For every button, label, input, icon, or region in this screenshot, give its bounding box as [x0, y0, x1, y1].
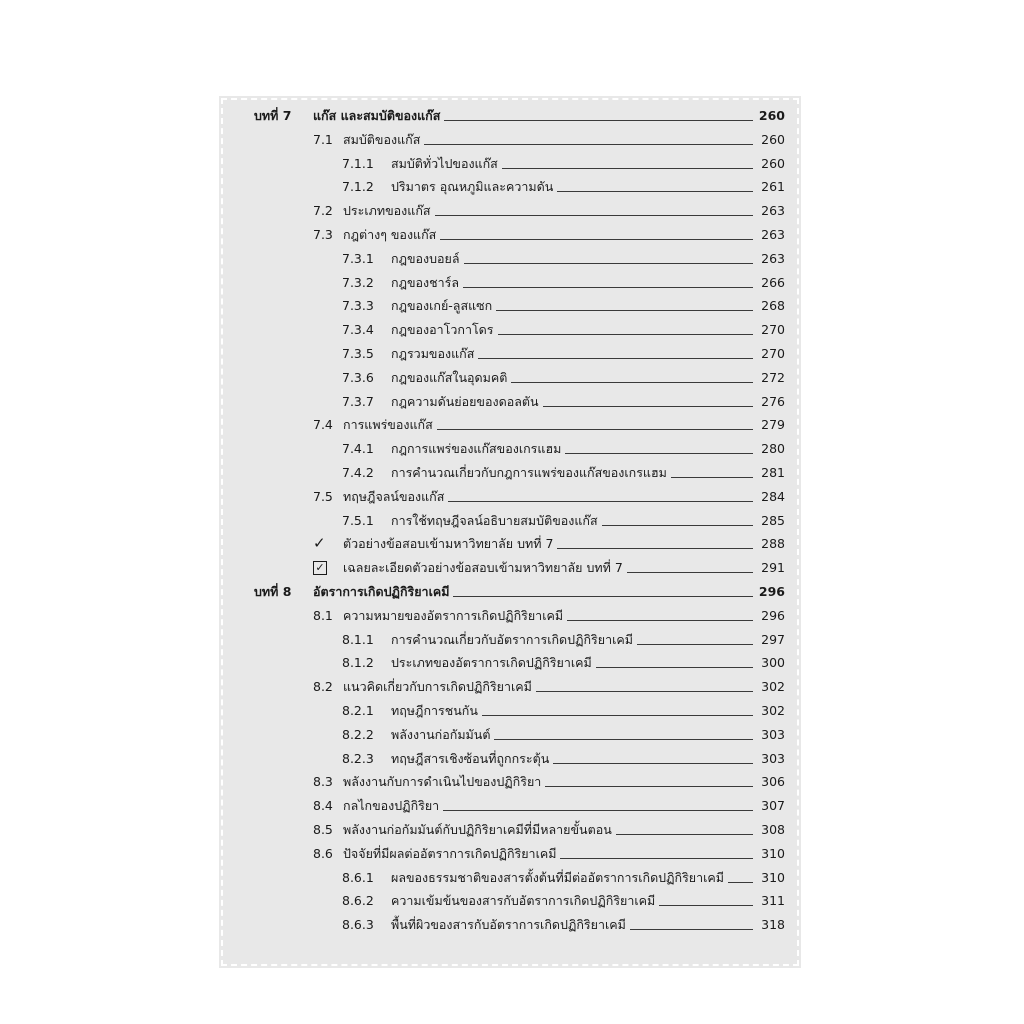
section-number: 7.2	[313, 203, 333, 219]
page-number: 284	[761, 488, 785, 504]
dot-leader	[659, 905, 753, 906]
page-number: 307	[761, 798, 785, 814]
chapter-label: บทที่ 7	[254, 108, 292, 123]
page-number: 260	[761, 131, 785, 147]
section-number: 8.2.2	[342, 726, 374, 742]
toc-entry-row	[219, 294, 801, 318]
toc-entry-row	[219, 747, 801, 771]
toc-entry-row	[219, 509, 801, 533]
toc-entry-row	[219, 461, 801, 485]
toc-entry-row	[219, 437, 801, 461]
section-number: 7.3.6	[342, 369, 374, 385]
dot-leader	[464, 263, 753, 264]
page-number: 281	[761, 464, 785, 480]
entry-title: กฎต่างๆ ของแก๊ส	[343, 226, 437, 242]
entry-title: แนวคิดเกี่ยวกับการเกิดปฏิกิริยาเคมี	[343, 679, 532, 695]
entry-title: ผลของธรรมชาติของสารตั้งต้นที่มีต่ออัตราการเกิดปฏิกิริยาเคมี	[391, 869, 725, 885]
entry-title: พื้นที่ผิวของสารกับอัตราการเกิดปฏิกิริยาเคมี	[391, 917, 626, 933]
dot-leader	[482, 715, 753, 716]
dot-leader	[557, 191, 753, 192]
toc-entry-row	[219, 318, 801, 342]
entry-title: กฎของเกย์-ลูสแซก	[391, 298, 493, 314]
page-number: 288	[761, 536, 785, 552]
section-number: 8.2	[313, 679, 333, 695]
toc-entry-row	[219, 628, 801, 652]
section-number: 8.5	[313, 821, 333, 837]
dot-leader	[440, 239, 753, 240]
section-number: 7.4.1	[342, 441, 374, 457]
section-number: 7.3.2	[342, 274, 374, 290]
entry-title: พลังงานกับการดำเนินไปของปฏิกิริยา	[343, 774, 542, 790]
section-number: 8.1.1	[342, 631, 374, 647]
dot-leader	[627, 572, 753, 573]
entry-title: การแพร่ของแก๊ส	[343, 417, 433, 433]
toc-entry-row	[219, 247, 801, 271]
toc-entry-row	[219, 271, 801, 295]
page-number: 297	[761, 631, 785, 647]
dot-leader	[444, 120, 753, 121]
section-number: 8.3	[313, 774, 333, 790]
page-number: 310	[761, 845, 785, 861]
section-number: 8.2.1	[342, 702, 374, 718]
page-number: 302	[761, 679, 785, 695]
toc-entry-row	[219, 651, 801, 675]
dot-leader	[557, 548, 753, 549]
dot-leader	[567, 620, 753, 621]
dot-leader	[511, 382, 753, 383]
section-number: 8.6	[313, 845, 333, 861]
toc-entry-row	[219, 128, 801, 152]
dot-leader	[637, 644, 753, 645]
page-number: 263	[761, 250, 785, 266]
page-number: 303	[761, 726, 785, 742]
dot-leader	[728, 882, 753, 883]
toc-entry-row	[219, 699, 801, 723]
dot-leader	[498, 334, 753, 335]
entry-title: ความหมายของอัตราการเกิดปฏิกิริยาเคมี	[343, 607, 564, 623]
dot-leader	[478, 358, 753, 359]
dot-leader	[453, 596, 753, 597]
entry-title: กฎของแก๊สในอุดมคติ	[391, 369, 508, 385]
dot-leader	[616, 834, 753, 835]
toc-entry-row	[219, 556, 801, 580]
entry-title: ประเภทของอัตราการเกิดปฏิกิริยาเคมี	[391, 655, 592, 671]
check-icon: ✓	[313, 534, 326, 553]
section-number: 8.6.1	[342, 869, 374, 885]
dot-leader	[502, 168, 753, 169]
entry-title: กฎการแพร่ของแก๊สของเกรแฮม	[391, 441, 562, 457]
section-number: 8.1.2	[342, 655, 374, 671]
toc-entry-row	[219, 842, 801, 866]
section-number: 7.3	[313, 226, 333, 242]
page-number: 306	[761, 774, 785, 790]
section-number: 7.4	[313, 417, 333, 433]
section-number: 8.6.2	[342, 893, 374, 909]
page-number: 263	[761, 203, 785, 219]
page-number: 296	[761, 607, 785, 623]
toc-entry-row	[219, 913, 801, 937]
toc-entry-row	[219, 723, 801, 747]
entry-title: กลไกของปฏิกิริยา	[343, 798, 440, 814]
entry-title: การคำนวณเกี่ยวกับอัตราการเกิดปฏิกิริยาเคมี	[391, 631, 633, 647]
page-number: 261	[761, 179, 785, 195]
toc-entry-row	[219, 413, 801, 437]
dot-leader	[463, 287, 753, 288]
page-number: 276	[761, 393, 785, 409]
entry-title: กฎรวมของแก๊ส	[391, 345, 475, 361]
entry-title: ทฤษฎีสารเชิงซ้อนที่ถูกกระตุ้น	[391, 750, 550, 766]
page-number: 308	[761, 821, 785, 837]
section-number: 8.1	[313, 607, 333, 623]
toc-page	[219, 96, 801, 968]
page-number: 260	[758, 108, 785, 123]
toc-entry-row	[219, 604, 801, 628]
page-number: 266	[761, 274, 785, 290]
toc-entry-row	[219, 675, 801, 699]
entry-title: ประเภทของแก๊ส	[343, 203, 431, 219]
page-number: 260	[761, 155, 785, 171]
toc-entry-row	[219, 152, 801, 176]
entry-title: กฎความดันย่อยของดอลตัน	[391, 393, 539, 409]
toc-entry-row	[219, 175, 801, 199]
section-number: 7.4.2	[342, 464, 374, 480]
entry-title: สมบัติของแก๊ส	[343, 131, 421, 147]
toc-chapter-row	[219, 580, 801, 604]
section-number: 7.1.2	[342, 179, 374, 195]
dot-leader	[536, 691, 753, 692]
entry-title: ทฤษฎีการชนกัน	[391, 702, 478, 718]
toc-entry-row	[219, 889, 801, 913]
entry-title: แก๊ส และสมบัติของแก๊ส	[313, 108, 441, 123]
page-number: 310	[761, 869, 785, 885]
section-number: 7.3.5	[342, 345, 374, 361]
page-number: 270	[761, 345, 785, 361]
entry-title: การคำนวณเกี่ยวกับกฎการแพร่ของแก๊สของเกรแฮม	[391, 464, 667, 480]
entry-title: กฎของบอยล์	[391, 250, 460, 266]
dot-leader	[630, 929, 753, 930]
dot-leader	[496, 310, 753, 311]
dot-leader	[671, 477, 753, 478]
dot-leader	[443, 810, 753, 811]
toc-entry-row	[219, 342, 801, 366]
toc-entry-row	[219, 485, 801, 509]
entry-title: ทฤษฎีจลน์ของแก๊ส	[343, 488, 445, 504]
dot-leader	[545, 786, 753, 787]
entry-title: กฎของชาร์ล	[391, 274, 459, 290]
dot-leader	[602, 525, 753, 526]
entry-title: พลังงานก่อกัมมันต์	[391, 726, 491, 742]
dot-leader	[435, 215, 753, 216]
toc-entry-row	[219, 770, 801, 794]
page-number: 285	[761, 512, 785, 528]
section-number: 7.3.7	[342, 393, 374, 409]
section-number: 8.2.3	[342, 750, 374, 766]
entry-title: สมบัติทั่วไปของแก๊ส	[391, 155, 498, 171]
page-number: 318	[761, 917, 785, 933]
toc-entry-row	[219, 223, 801, 247]
dot-leader	[437, 429, 753, 430]
dot-leader	[543, 406, 753, 407]
toc-entry-row	[219, 818, 801, 842]
table-of-contents	[219, 104, 801, 960]
section-number: 7.5	[313, 488, 333, 504]
page-number: 268	[761, 298, 785, 314]
toc-entry-row	[219, 532, 801, 556]
page-number: 303	[761, 750, 785, 766]
page-number: 302	[761, 702, 785, 718]
entry-title: พลังงานก่อกัมมันต์กับปฏิกิริยาเคมีที่มีหลายขั้นตอน	[343, 821, 612, 837]
page-number: 280	[761, 441, 785, 457]
toc-entry-row	[219, 866, 801, 890]
entry-title: เฉลยละเอียดตัวอย่างข้อสอบเข้ามหาวิทยาลัย บทที่ 7	[343, 560, 623, 576]
page-number: 296	[758, 583, 785, 599]
section-number: 7.3.3	[342, 298, 374, 314]
section-number: 7.1.1	[342, 155, 374, 171]
section-number: 7.3.4	[342, 322, 374, 338]
page-number: 270	[761, 322, 785, 338]
entry-title: ปัจจัยที่มีผลต่ออัตราการเกิดปฏิกิริยาเคมี	[343, 845, 557, 861]
dot-leader	[448, 501, 753, 502]
entry-title: การใช้ทฤษฎีจลน์อธิบายสมบัติของแก๊ส	[391, 512, 598, 528]
section-number: 8.6.3	[342, 917, 374, 933]
entry-title: ตัวอย่างข้อสอบเข้ามหาวิทยาลัย บทที่ 7	[343, 536, 554, 552]
entry-title: กฎของอาโวกาโดร	[391, 322, 494, 338]
toc-entry-row	[219, 199, 801, 223]
section-number: 7.1	[313, 131, 333, 147]
section-number: 7.5.1	[342, 512, 374, 528]
entry-title: อัตราการเกิดปฏิกิริยาเคมี	[313, 583, 450, 599]
entry-title: ความเข้มข้นของสารกับอัตราการเกิดปฏิกิริยาเคมี	[391, 893, 656, 909]
page-number: 311	[761, 893, 785, 909]
checkbox-icon: ✓	[313, 561, 327, 575]
toc-entry-row	[219, 390, 801, 414]
dot-leader	[553, 763, 753, 764]
page-number: 291	[761, 560, 785, 576]
dot-leader	[494, 739, 753, 740]
dot-leader	[424, 144, 753, 145]
toc-entry-row	[219, 366, 801, 390]
page-number: 263	[761, 226, 785, 242]
chapter-label: บทที่ 8	[254, 583, 292, 599]
toc-chapter-row	[219, 104, 801, 128]
page-number: 300	[761, 655, 785, 671]
page-number: 279	[761, 417, 785, 433]
dot-leader	[560, 858, 753, 859]
page-number: 272	[761, 369, 785, 385]
section-number: 8.4	[313, 798, 333, 814]
toc-entry-row	[219, 794, 801, 818]
entry-title: ปริมาตร อุณหภูมิและความดัน	[391, 179, 554, 195]
dot-leader	[565, 453, 753, 454]
dot-leader	[596, 667, 753, 668]
section-number: 7.3.1	[342, 250, 374, 266]
